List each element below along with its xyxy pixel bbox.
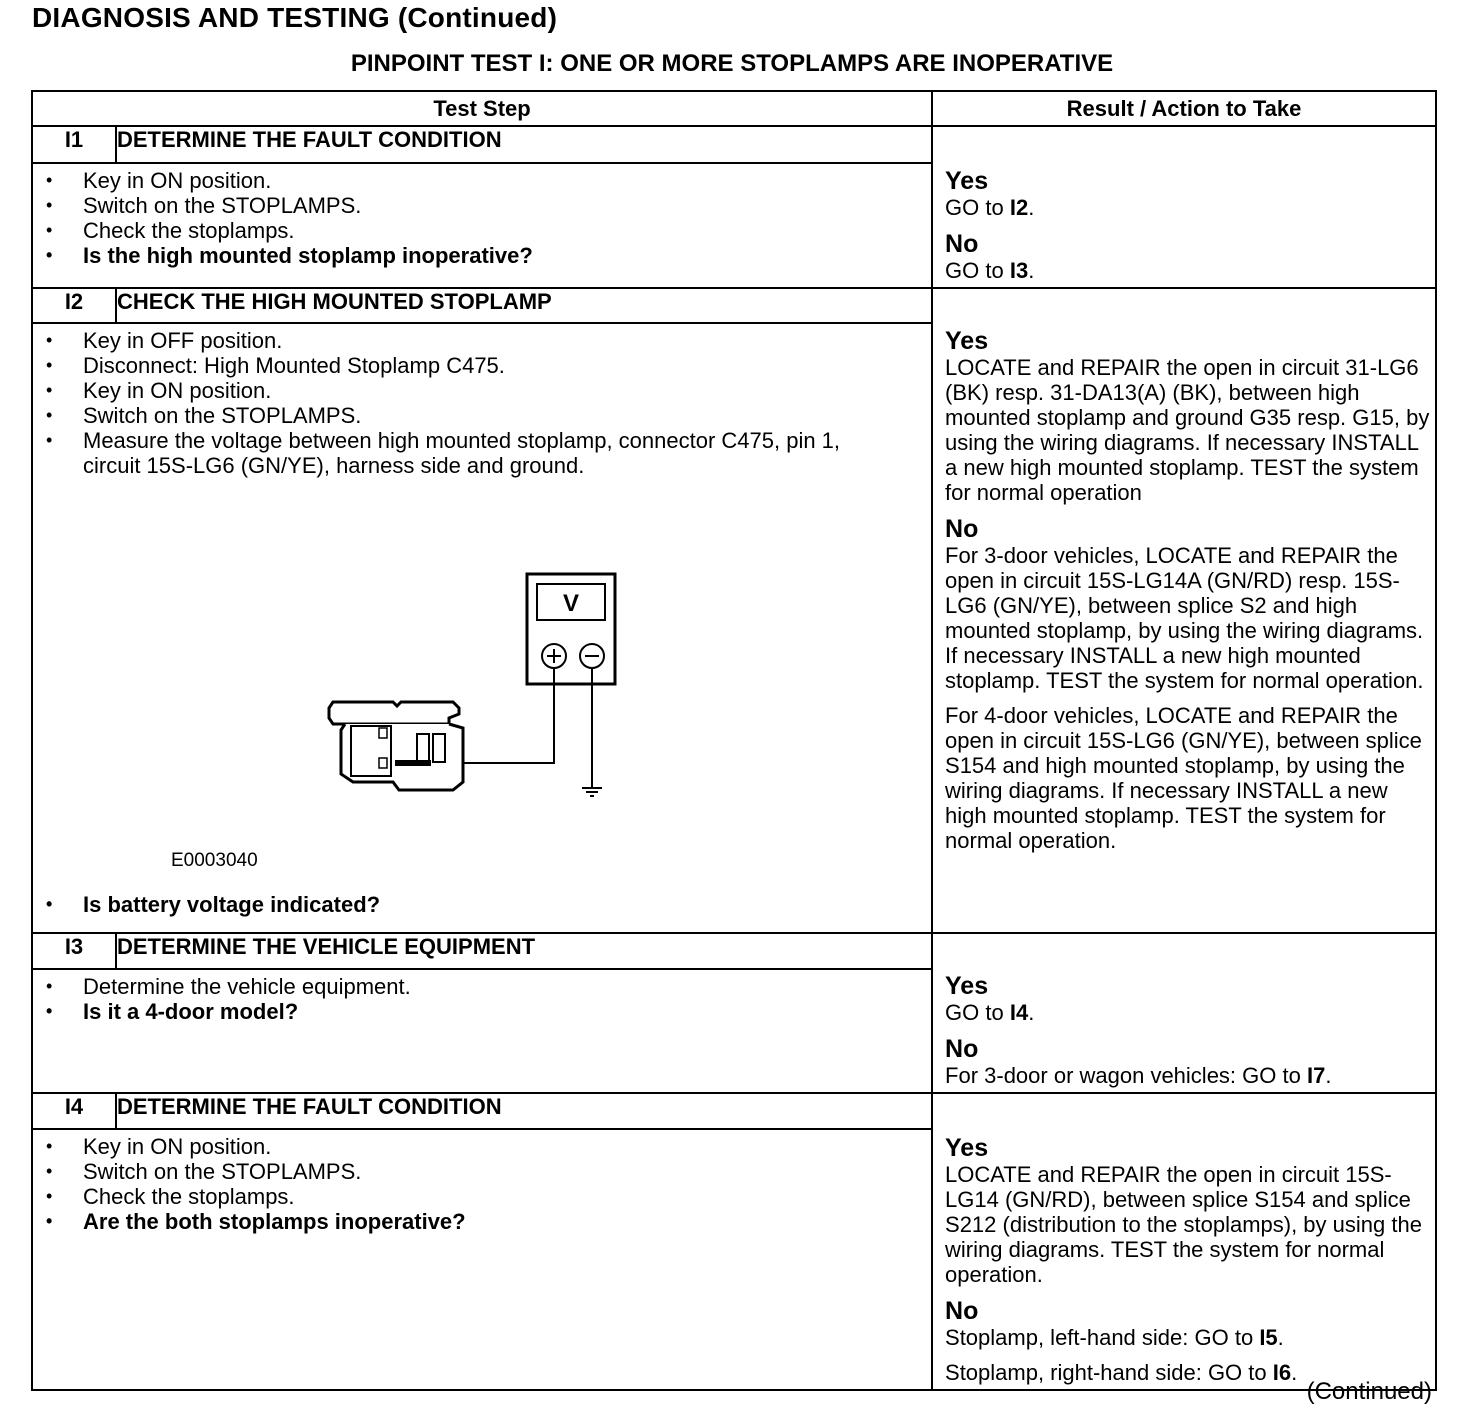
list-item: • Switch on the STOPLAMPS.: [33, 403, 931, 428]
step-body: [32, 1129, 932, 1390]
no-action: Stoplamp, left-hand side: GO to: [945, 1325, 1254, 1350]
list-item: • Switch on the STOPLAMPS.: [33, 1159, 931, 1184]
list-item: • Check the stoplamps.: [33, 218, 931, 243]
list-item: • Measure the voltage between high mounted stoplamp, connector C475, pin 1, circuit 15S-LG6 (GN/YE), harness side and ground.: [33, 428, 931, 478]
yes-action: LOCATE and REPAIR the open in circuit 31-LG6 (BK) resp. 31-DA13(A) (BK), between high mounted stoplamp and ground G35 resp. G15, by using the wiring diagrams. If necessary INSTALL a new high mounted stoplamp. TEST the system for normal operation: [945, 355, 1430, 505]
list-item: • Key in ON position.: [33, 1134, 931, 1159]
step-heading: CHECK THE HIGH MOUNTED STOPLAMP: [116, 288, 932, 323]
no-action: For 3-door vehicles, LOCATE and REPAIR the open in circuit 15S-LG14A (GN/RD) resp. 15S-LG6 (GN/YE), between splice S2 and high mounted stoplamp, by using the wiring diagrams. If necessary INSTALL a new high mounted stoplamp. TEST the system for normal operation.: [945, 543, 1424, 693]
step-id: I2: [32, 288, 116, 323]
step-question: • Is battery voltage indicated?: [33, 892, 931, 917]
no-target-alt: I6: [1272, 1360, 1292, 1385]
list-item: • Check the stoplamps.: [33, 1184, 931, 1209]
list-item: • Switch on the STOPLAMPS.: [33, 193, 931, 218]
no-label: No: [945, 515, 979, 543]
step-question: • Is it a 4-door model?: [33, 999, 931, 1024]
yes-action: GO to: [945, 1000, 1004, 1025]
step-heading-row: [32, 126, 1436, 163]
step-id: I3: [32, 933, 116, 969]
no-label: No: [945, 1035, 979, 1063]
page-heading: DIAGNOSIS AND TESTING (Continued): [32, 2, 558, 33]
figure-id: E0003040: [171, 850, 258, 871]
no-target: I7: [1306, 1063, 1326, 1088]
no-action-alt: Stoplamp, right-hand side: GO to: [945, 1360, 1267, 1385]
step-list: [33, 1130, 931, 1234]
step-heading: DETERMINE THE FAULT CONDITION: [116, 126, 932, 163]
step-heading-row: [32, 933, 1436, 969]
step-list: [33, 324, 931, 478]
list-item: • Determine the vehicle equipment.: [33, 974, 931, 999]
result-cell: Yes GO to I2. No GO to I3.: [932, 126, 1436, 288]
step-body: [32, 323, 932, 933]
no-label: No: [945, 1297, 979, 1325]
voltmeter-connector-illustration: [33, 478, 833, 838]
step-body: [32, 163, 932, 288]
no-target: I3: [1009, 258, 1029, 283]
list-item: • Key in ON position.: [33, 378, 931, 403]
step-heading-row: [32, 1093, 1436, 1129]
connector-icon: [329, 702, 463, 790]
no-label: No: [945, 230, 979, 258]
list-item: • Key in OFF position.: [33, 328, 931, 353]
list-item: • Key in ON position.: [33, 168, 931, 193]
step-heading-row: [32, 288, 1436, 323]
yes-label: Yes: [945, 327, 989, 355]
column-header-result: Result / Action to Take: [932, 91, 1436, 126]
result-cell: [932, 288, 1436, 933]
step-body: [32, 969, 932, 1093]
no-action-alt: For 4-door vehicles, LOCATE and REPAIR the open in circuit 15S-LG6 (GN/YE), between splice S154 and high mounted stoplamp, by using the wiring diagrams. If necessary INSTALL a new high mounted stoplamp. TEST the system for normal operation.: [945, 703, 1422, 853]
yes-action: GO to: [945, 195, 1004, 220]
yes-target: I4: [1009, 1000, 1029, 1025]
pinpoint-test-title: PINPOINT TEST I: ONE OR MORE STOPLAMPS ARE INOPERATIVE: [350, 50, 1114, 77]
no-target: I5: [1259, 1325, 1278, 1350]
voltmeter-diagram: [33, 478, 931, 918]
voltmeter-label: V: [562, 590, 580, 617]
no-action: For 3-door or wagon vehicles: GO to: [945, 1063, 1301, 1088]
pinpoint-test-table: [31, 90, 1437, 1391]
yes-label: Yes: [945, 167, 989, 195]
step-id: I4: [32, 1093, 116, 1129]
column-header-test-step: Test Step: [32, 91, 932, 126]
table-header-row: [32, 91, 1436, 126]
yes-label: Yes: [945, 1134, 989, 1162]
step-id: I1: [32, 126, 116, 163]
result-cell: Yes LOCATE and REPAIR the open in circuit 15S-LG14 (GN/RD), between splice S154 and splice S212 (distribution to the stoplamps), by using the wiring diagrams. TEST the system for normal operation. No Stoplamp, left-hand side: GO to I5. Stoplamp, right-hand side: GO to I6.: [932, 1093, 1436, 1390]
yes-action: LOCATE and REPAIR the open in circuit 15S-LG14 (GN/RD), between splice S154 and splice S212 (distribution to the stoplamps), by using the wiring diagrams. TEST the system for normal operation.: [945, 1162, 1422, 1287]
no-action: GO to: [945, 258, 1004, 283]
result-cell: Yes GO to I4. No For 3-door or wagon vehicles: GO to I7.: [932, 933, 1436, 1093]
step-question: • Are the both stoplamps inoperative?: [33, 1209, 931, 1234]
step-heading: DETERMINE THE VEHICLE EQUIPMENT: [116, 933, 932, 969]
yes-target: I2: [1009, 195, 1029, 220]
step-list: [33, 164, 931, 268]
step-question: • Is the high mounted stoplamp inoperative?: [33, 243, 931, 268]
step-list: [33, 970, 931, 1024]
continued-note: (Continued): [1306, 1378, 1432, 1405]
yes-label: Yes: [945, 972, 989, 1000]
step-heading: DETERMINE THE FAULT CONDITION: [116, 1093, 932, 1129]
list-item: • Disconnect: High Mounted Stoplamp C475.: [33, 353, 931, 378]
